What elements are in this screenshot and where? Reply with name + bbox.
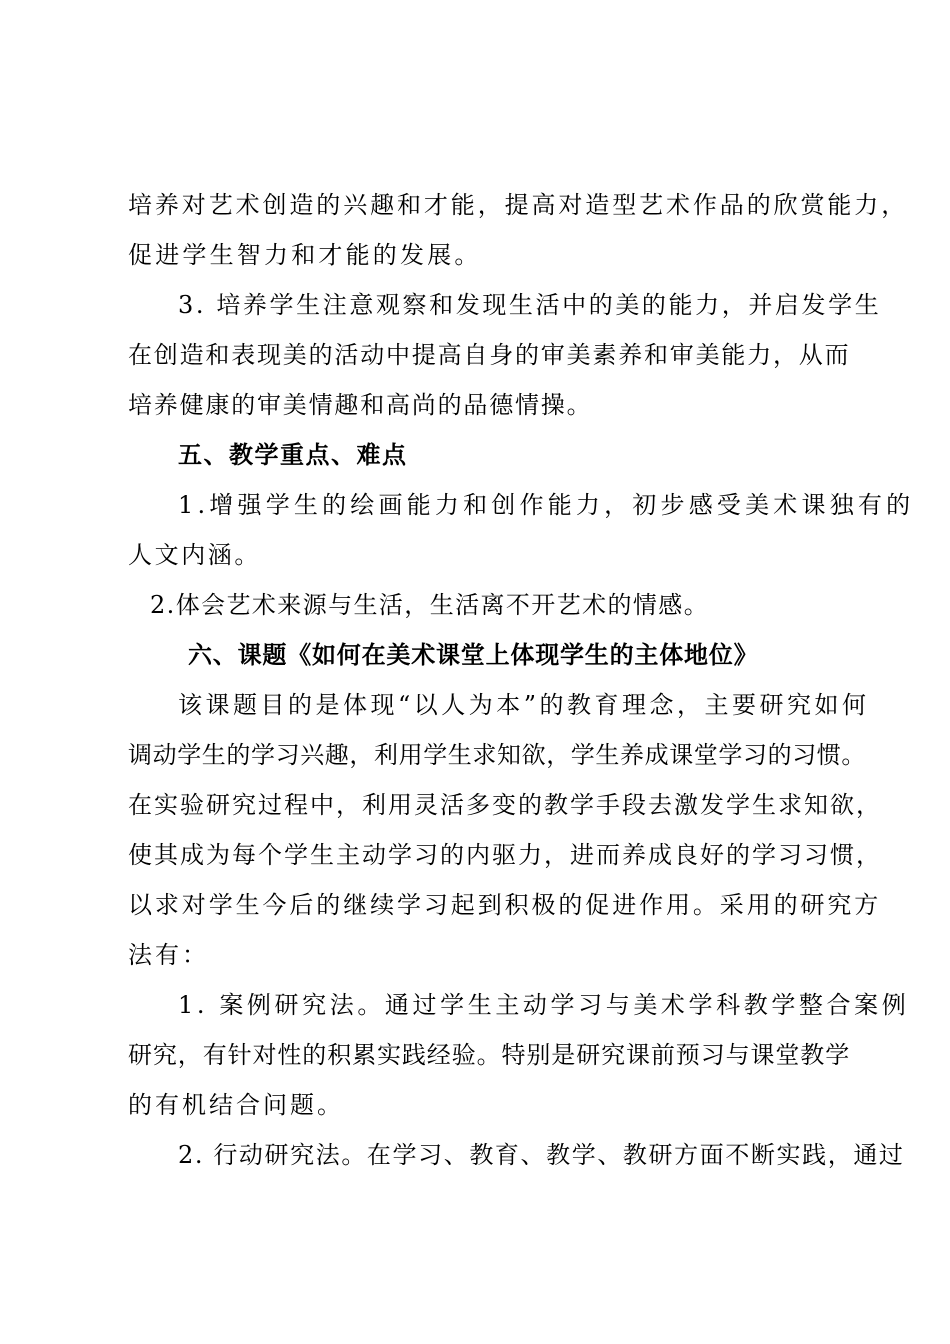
text-line: 培养健康的审美情趣和高尚的品德情操。 [128,391,593,419]
text-line: 法有： [128,941,209,969]
text-line: 使其成为每个学生主动学习的内驱力，进而养成良好的学习习惯， [128,841,882,869]
section-heading: 六、课题《如何在美术课堂上体现学生的主体地位》 [188,641,759,669]
text-line: 该课题目的是体现“以人为本”的教育理念，主要研究如何 [178,691,870,719]
text-line: 1. 案例研究法。通过学生主动学习与美术学科教学整合案例 [178,991,910,1019]
text-line: 促进学生智力和才能的发展。 [128,241,482,269]
text-line: 2. 行动研究法。在学习、教育、教学、教研方面不断实践，通过 [178,1141,905,1169]
text-line: 在实验研究过程中，利用灵活多变的教学手段去激发学生求知欲， [128,791,882,819]
text-line: 培养对艺术创造的兴趣和才能，提高对造型艺术作品的欣赏能力， [128,191,909,219]
text-line: 在创造和表现美的活动中提高自身的审美素养和审美能力，从而 [128,341,851,369]
text-line: 3. 培养学生注意观察和发现生活中的美的能力，并启发学生 [178,291,882,319]
text-line: 调动学生的学习兴趣，利用学生求知欲，学生养成课堂学习的习惯。 [128,741,866,769]
text-line: 研究，有针对性的积累实践经验。特别是研究课前预习与课堂教学 [128,1041,851,1069]
section-heading: 五、教学重点、难点 [178,441,408,469]
text-line: 的有机结合问题。 [128,1091,344,1119]
text-line: 人文内涵。 [128,541,261,569]
text-line: 2.体会艺术来源与生活，生活离不开艺术的情感。 [150,591,710,619]
text-line: 以求对学生今后的继续学习起到积极的促进作用。采用的研究方 [128,891,882,919]
text-line: 1.增强学生的绘画能力和创作能力，初步感受美术课独有的 [178,491,915,519]
